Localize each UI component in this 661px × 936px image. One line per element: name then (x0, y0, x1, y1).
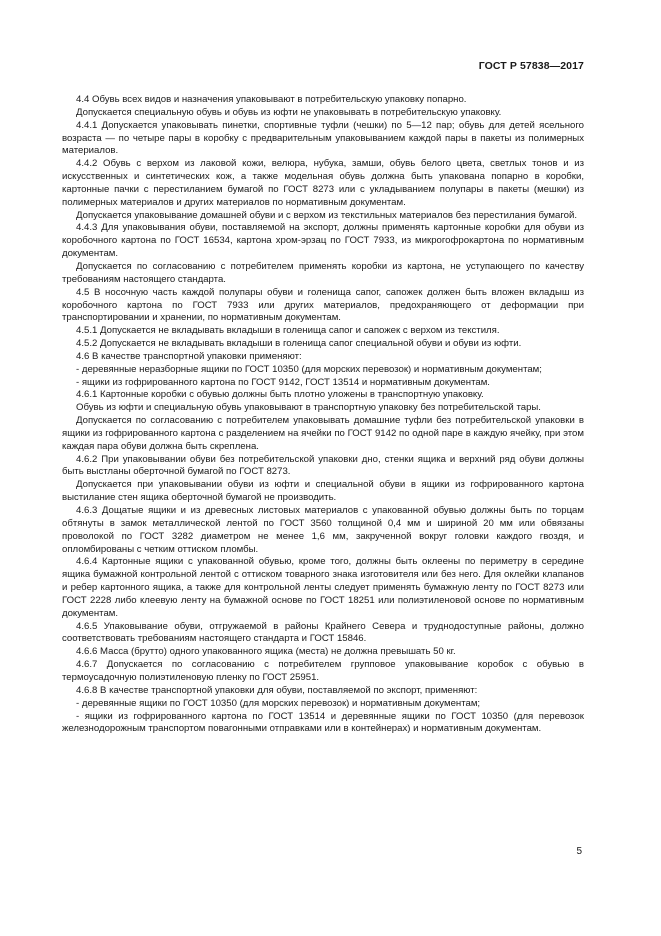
paragraph-4-6-4: 4.6.4 Картонные ящики с упакованной обувью, кроме того, должны быть оклеены по периметру в середине ящика бумажной контрольной лентой с оттиском товарного знака изготовителя или без него. Для оклейки клапанов и ребер картонного ящика, а также для контрольной ленты следует применять бумажную ленту по ГОСТ 8273 или ГОСТ 2228 либо клеевую ленту на бумажной основе по ГОСТ 18251 или полиэтиленовой основе по нормативным документам. (62, 556, 584, 619)
list-item-export-wooden-crates: - деревянные ящики по ГОСТ 10350 (для морских перевозок) и нормативным документам; (76, 697, 481, 709)
paragraph-4-4-2-note: Допускается упаковывание домашней обуви и с верхом из текстильных материалов без перестилания бумагой. (76, 209, 578, 221)
list-item-export-corrugated-boxes: - ящики из гофрированного картона по ГОСТ 13514 и деревянные ящики по ГОСТ 10350 (для перевозок железнодорожным транспортом повагонными отправками или в контейнерах) и нормативным документам. (62, 710, 584, 735)
paragraph-4-5-1: 4.5.1 Допускается не вкладывать вкладыши в голенища сапог и сапожек с верхом из текстиля. (76, 325, 500, 337)
paragraph-4-6-1-note: Допускается по согласованию с потребителем упаковывать домашние туфли без потребительской упаковки в ящики из гофрированного картона с разделением на ячейки по ГОСТ 9142 по одной паре в каждую ячейку, при этом каждая пара обуви должна быть скреплена. (62, 415, 584, 452)
document-code-header: ГОСТ Р 57838—2017 (478, 60, 584, 72)
paragraph-4-6-7: 4.6.7 Допускается по согласованию с потребителем групповое упаковывание коробок с обувью в термоусадочную полиэтиленовую пленку по ГОСТ 25951. (62, 659, 584, 683)
paragraph-4-5-2: 4.5.2 Допускается не вкладывать вкладыши в голенища сапог специальной обуви и обуви из юфти. (76, 338, 522, 350)
paragraph-4-4-note: Допускается специальную обувь и обувь из юфти не упаковывать в потребительскую упаковку. (76, 106, 502, 118)
paragraph-4-4-2: 4.4.2 Обувь с верхом из лаковой кожи, велюра, нубука, замши, обувь белого цвета, светлых тонов и из искусственных и синтетических кож, а также модельная обувь должна быть упакована попарно в коробки, картонные пачки с перестиланием бумагой по ГОСТ 8273 или с укладыванием полупары в пакеты (мешки) из полимерных материалов и других материалов по нормативным документам. (62, 158, 584, 208)
paragraph-4-6-1: 4.6.1 Картонные коробки с обувью должны быть плотно уложены в транспортную упаковку. (76, 389, 484, 401)
page-number: 5 (576, 846, 582, 857)
paragraph-4-5: 4.5 В носочную часть каждой полупары обуви и голенища сапог, сапожек должен быть вложен вкладыш из коробочного картона по ГОСТ 7933 или других материалов, предохраняющего от деформации при транспортировании и хранении, по нормативным документам. (62, 286, 584, 324)
paragraph-4-4: 4.4 Обувь всех видов и назначения упаковывают в потребительскую упаковку попарно. (76, 94, 467, 105)
paragraph-4-6-6: 4.6.6 Масса (брутто) одного упакованного ящика (места) не должна превышать 50 кг. (76, 646, 456, 658)
paragraph-4-6-1-yuft: Обувь из юфти и специальную обувь упаковывают в транспортную упаковку без потребительской тары. (76, 402, 541, 414)
paragraph-4-6-5: 4.6.5 Упаковывание обуви, отгружаемой в районы Крайнего Севера и труднодоступные районы, должно соответствовать требованиям настоящего стандарта и ГОСТ 15846. (62, 620, 584, 645)
paragraph-4-6-3: 4.6.3 Дощатые ящики и из древесных листовых материалов с упакованной обувью должны быть по торцам обтянуты в замок металлической лентой по ГОСТ 3560 толщиной 0,4 мм и шириной 20 мм или обвязаны проволокой по ГОСТ 3282 диаметром не менее 1,6 мм, закрученной вокруг головки каждого гвоздя, и опломбированы с четким оттиском пломбы. (62, 505, 584, 555)
paragraph-4-6-2-note: Допускается при упаковывании обуви из юфти и специальной обуви в ящики из гофрированного картона выстилание стен ящика оберточной бумагой не производить. (62, 479, 584, 504)
paragraph-4-4-3-note: Допускается по согласованию с потребителем применять коробки из картона, не уступающего по качеству требованиям настоящего стандарта. (62, 260, 584, 285)
list-item-corrugated-boxes: - ящики из гофрированного картона по ГОСТ 9142, ГОСТ 13514 и нормативным документам. (76, 376, 490, 388)
paragraph-4-4-3: 4.4.3 Для упаковывания обуви, поставляемой на экспорт, должны применять картонные коробки для обуви из коробочного картона по ГОСТ 16534, картона хром-эрзац по ГОСТ 7933, из микрогофрокартона по нормативным документам. (62, 222, 584, 260)
paragraph-4-4-1: 4.4.1 Допускается упаковывать пинетки, спортивные туфли (чешки) по 5—12 пар; обувь для детей ясельного возраста — по четыре пары в коробку с предварительным упаковыванием каждой пары в пакеты из полимерных материалов. (62, 119, 584, 157)
paragraph-4-6-8: 4.6.8 В качестве транспортной упаковки для обуви, поставляемой по экспорт, применяют: (76, 684, 478, 696)
paragraph-4-6-2: 4.6.2 При упаковывании обуви без потребительской упаковки дно, стенки ящика и верхний ряд обуви должны быть выстланы оберточной бумагой по ГОСТ 8273. (62, 453, 584, 478)
paragraph-4-6: 4.6 В качестве транспортной упаковки применяют: (76, 350, 302, 362)
document-body (62, 94, 584, 736)
list-item-wooden-crates: - деревянные неразборные ящики по ГОСТ 10350 (для морских перевозок) и нормативным документам; (76, 363, 542, 375)
